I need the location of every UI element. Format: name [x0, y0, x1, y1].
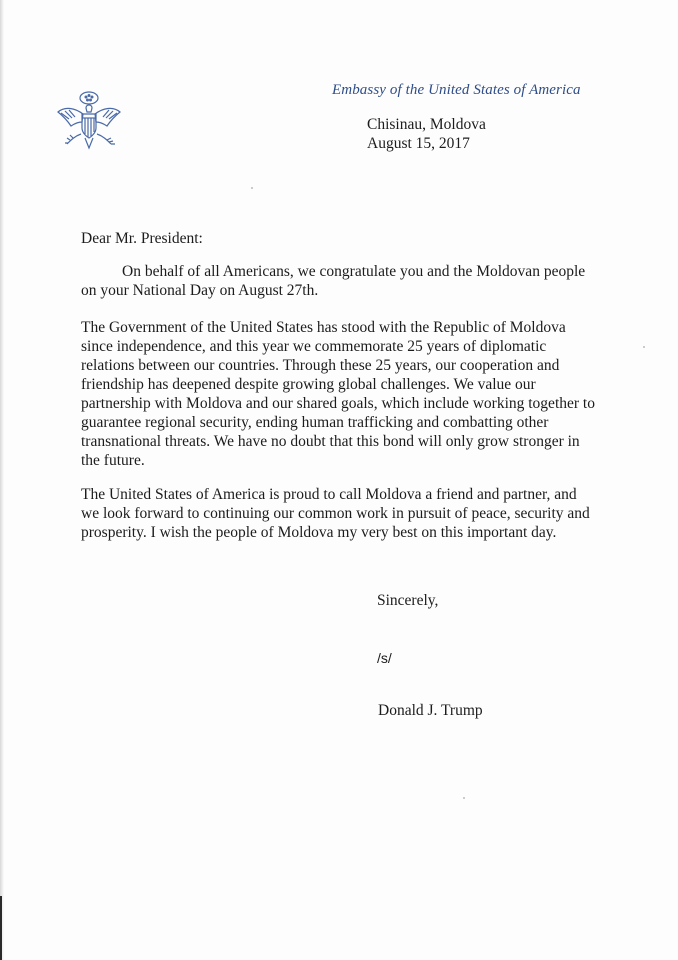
- paragraph-line: on your National Day on August 27th.: [81, 282, 319, 299]
- page-edge-shadow: [0, 0, 4, 960]
- paragraph-line: prosperity. I wish the people of Moldova my very best on this important day.: [81, 524, 557, 541]
- paragraph-line: guarantee regional security, ending human trafficking and combatting other: [81, 414, 549, 431]
- paragraph-3: [81, 485, 621, 542]
- paragraph-line: relations between our countries. Through these 25 years, our cooperation and: [81, 357, 560, 374]
- salutation: Dear Mr. President:: [81, 230, 203, 247]
- paragraph-line: the future.: [81, 452, 145, 469]
- paragraph-line: we look forward to continuing our common work in pursuit of peace, security and: [81, 505, 590, 522]
- letter-date: August 15, 2017: [367, 135, 470, 152]
- paragraph-line: since independence, and this year we commemorate 25 years of diplomatic: [81, 338, 547, 355]
- signature-mark: /s/: [377, 650, 392, 666]
- paragraph-1: [81, 262, 621, 300]
- paragraph-line: partnership with Moldova and our shared goals, which include working together to: [81, 395, 595, 412]
- page-edge-mark: [0, 896, 2, 960]
- letter-place-date: [367, 115, 486, 153]
- paragraph-2: [81, 318, 621, 470]
- scan-speck: [463, 797, 465, 799]
- paragraph-line: The United States of America is proud to call Moldova a friend and partner, and: [81, 486, 577, 503]
- signer-name: Donald J. Trump: [378, 702, 483, 719]
- paragraph-line: transnational threats. We have no doubt that this bond will only grow stronger in: [81, 433, 580, 450]
- scan-speck: [251, 187, 253, 189]
- embassy-name: Embassy of the United States of America: [332, 82, 581, 98]
- great-seal-eagle-icon: [55, 90, 123, 156]
- paragraph-line: The Government of the United States has stood with the Republic of Moldova: [81, 319, 566, 336]
- letter-city: Chisinau, Moldova: [367, 116, 486, 133]
- scan-speck: [643, 346, 645, 348]
- paragraph-line: On behalf of all Americans, we congratulate you and the Moldovan people: [122, 263, 586, 280]
- paragraph-line: friendship has deepened despite growing global challenges. We value our: [81, 376, 536, 393]
- closing: Sincerely,: [377, 592, 439, 609]
